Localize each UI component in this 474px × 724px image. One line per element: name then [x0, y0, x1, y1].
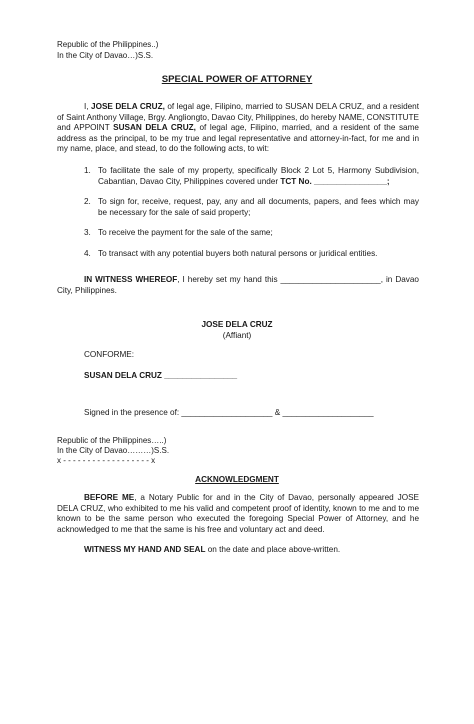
venue-header-country: Republic of the Philippines..): [57, 40, 159, 49]
witness-whereof: IN WITNESS WHEREOF: [84, 275, 178, 284]
witness-text: , I hereby set my hand this ______________________, in Davao City, Philippines.: [57, 275, 419, 295]
act-1-number: 1.: [84, 166, 91, 175]
act-1-text: [98, 166, 419, 187]
act-4-text: To transact with any potential buyers both natural persons or juridical entities.: [98, 249, 378, 258]
principal-name: JOSE DELA CRUZ,: [91, 102, 165, 111]
tct-number: TCT No. ________________;: [280, 176, 390, 186]
document-title: SPECIAL POWER OF ATTORNEY: [161, 74, 313, 85]
intro-paragraph: [57, 102, 419, 155]
act-3-text: To receive the payment for the sale of the same;: [98, 228, 273, 237]
venue-header-city: In the City of Davao…)S.S.: [57, 51, 154, 60]
intro-text-2: of legal age, Filipino, married, and a resident of the same address as the principal, to be my true and legal representative and attorney-in-fact, for me and in my name, place, and stead, to do the following acts, to wit:: [57, 123, 419, 153]
act-2-text: To sign for, receive, request, pay, any and all documents, papers, and fees which may be necessary for the sale of said property;: [98, 197, 419, 217]
witness-seal-line: [84, 545, 340, 556]
signed-presence-line: Signed in the presence of: ____________________ & ____________________: [84, 408, 374, 417]
act-2-number: 2.: [84, 197, 91, 206]
intro-lead: I,: [84, 102, 92, 111]
act-3-number: 3.: [84, 228, 91, 237]
witness-paragraph: [57, 275, 419, 296]
witness-seal-text: on the date and place above-written.: [205, 545, 341, 554]
acknowledgment-paragraph: [57, 493, 419, 535]
principal-signature-name: JOSE DELA CRUZ: [201, 320, 273, 329]
witness-hand-seal: WITNESS MY HAND AND SEAL: [84, 545, 206, 554]
attorney-name: SUSAN DELA CRUZ,: [113, 123, 196, 132]
venue-country: Republic of the Philippines…..): [57, 436, 167, 445]
acknowledgment-text: , a Notary Public for and in the City of Davao, personally appeared JOSE DELA CRUZ, who exhibited to me his valid and competent proof of identity, known to me and to me known to be the same person who executed the foregoing Special Power of Attorney, and he acknowledged to me that the same is his free and voluntary act and deed.: [57, 493, 419, 534]
act-4-number: 4.: [84, 249, 91, 258]
venue-city: In the City of Davao………)S.S.: [57, 446, 170, 455]
conforme-label: CONFORME:: [84, 350, 135, 359]
act-1-body: To facilitate the sale of my property, specifically Block 2 Lot 5, Harmony Subdivision, Cabantian, Davao City, Philippines covered under: [98, 166, 419, 186]
acknowledgment-title: ACKNOWLEDGMENT: [195, 475, 279, 484]
before-me: BEFORE ME: [84, 493, 135, 502]
conforme-name: SUSAN DELA CRUZ ________________: [84, 371, 238, 380]
intro-text-1: of legal age, Filipino, married to SUSAN DELA CRUZ, and a resident of Saint Anthony Village, Brgy. Angliongto, Davao City, Philippines, do hereby NAME, CONSTITUTE and APPOINT: [57, 102, 419, 132]
venue-separator: x - - - - - - - - - - - - - - - - - - x: [57, 456, 156, 465]
principal-role: (Affiant): [222, 331, 252, 340]
